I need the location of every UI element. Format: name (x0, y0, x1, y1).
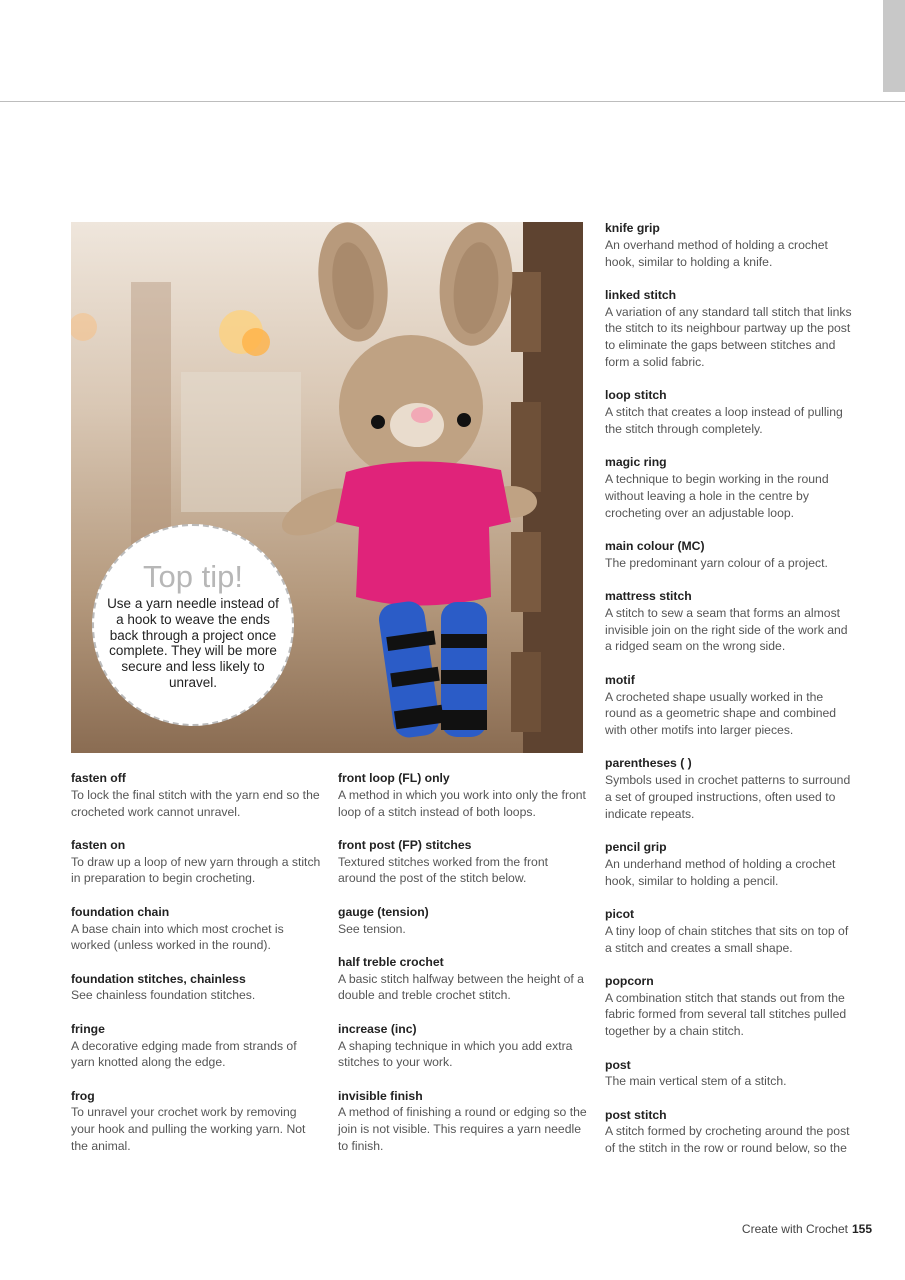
glossary-term: increase (inc) (338, 1021, 417, 1036)
glossary-entry (605, 1057, 855, 1091)
page-footer (742, 1222, 872, 1236)
glossary-term: mattress stitch (605, 589, 692, 604)
glossary-entry (605, 973, 855, 1040)
glossary-entry (71, 837, 321, 887)
glossary-entry (338, 837, 588, 887)
glossary-definition: See tension. (338, 921, 406, 936)
glossary-entry (605, 287, 855, 371)
glossary-definition: A variation of any standard tall stitch that links the stitch to its neighbour partway up the post to eliminate the gaps between stitches and form a solid fabric. (605, 304, 852, 370)
glossary-definition: A crocheted shape usually worked in the round as a geometric shape and combined with other motifs into larger pieces. (605, 689, 837, 738)
glossary-term: motif (605, 672, 635, 687)
glossary-definition: A base chain into which most crochet is worked (unless worked in the round). (71, 921, 284, 953)
glossary-term: front loop (FL) only (338, 771, 450, 785)
glossary-term: pencil grip (605, 840, 667, 855)
glossary-entry (605, 538, 855, 572)
glossary-entry (338, 954, 588, 1004)
glossary-definition: A combination stitch that stands out from the fabric formed from several tall stitches pulled together by a chain stitch. (605, 990, 847, 1039)
header-rule (0, 101, 905, 102)
glossary-term: invisible finish (338, 1088, 423, 1103)
glossary-term: gauge (tension) (338, 904, 429, 919)
glossary-term: foundation chain (71, 904, 170, 919)
glossary-definition: A tiny loop of chain stitches that sits on top of a stitch and creates a small shape. (605, 923, 849, 955)
glossary-entry (605, 454, 855, 521)
glossary-term: picot (605, 907, 635, 921)
glossary-term: fringe (71, 1021, 105, 1036)
glossary-definition: The main vertical stem of a stitch. (605, 1074, 787, 1089)
glossary-definition: A basic stitch halfway between the height of a double and treble crochet stitch. (338, 971, 584, 1003)
glossary-definition: A stitch to sew a seam that forms an almost invisible join on the right side of the work and a ridged seam on the wrong side. (605, 605, 848, 654)
glossary-term: knife grip (605, 221, 660, 235)
glossary-entry (338, 1021, 588, 1071)
glossary-term: frog (71, 1088, 95, 1103)
glossary-definition: A stitch formed by crocheting around the post of the stitch in the row or round below, so the (605, 1124, 850, 1156)
glossary-entry (605, 1107, 855, 1157)
glossary-term: front post (FP) stitches (338, 837, 472, 852)
tip-body: Use a yarn needle instead of a hook to weave the ends back through a project once complete. They will be more secure and less likely to unravel. (107, 596, 279, 690)
glossary-term: fasten on (71, 837, 126, 852)
top-tip-badge (92, 524, 294, 726)
glossary-column-1 (71, 770, 321, 1171)
glossary-entry (605, 755, 855, 822)
glossary-term: foundation stitches, chainless (71, 971, 246, 986)
glossary-definition: A technique to begin working in the round without leaving a hole in the centre by crocheting over an adjustable loop. (605, 472, 829, 520)
glossary-term: magic ring (605, 455, 667, 470)
glossary-definition: Symbols used in crochet patterns to surround a set of grouped instructions, often used to indicate repeats. (605, 773, 851, 821)
glossary-definition: To draw up a loop of new yarn through a stitch in preparation to begin crocheting. (71, 854, 321, 886)
glossary-term: post (605, 1057, 631, 1072)
glossary-definition: A method of finishing a round or edging so the join is not visible. This requires a yarn needle to finish. (338, 1105, 587, 1154)
glossary-entry (605, 220, 855, 270)
glossary-entry (605, 387, 855, 437)
glossary-entry (605, 672, 855, 739)
glossary-definition: A method in which you work into only the front loop of a stitch instead of both loops. (338, 787, 586, 819)
glossary-entry (71, 904, 321, 954)
page-edge-tab (883, 0, 905, 92)
glossary-entry (338, 1088, 588, 1155)
glossary-term: half treble crochet (338, 954, 444, 969)
glossary-entry (71, 971, 321, 1005)
tip-title: Top tip! (143, 559, 243, 594)
glossary-entry (71, 1021, 321, 1071)
glossary-definition: A stitch that creates a loop instead of pulling the stitch through completely. (605, 405, 843, 436)
glossary-term: post stitch (605, 1107, 667, 1122)
glossary-entry (338, 770, 588, 820)
glossary-entry (338, 904, 588, 938)
glossary-term: popcorn (605, 973, 654, 988)
glossary-definition: An underhand method of holding a crochet hook, similar to holding a pencil. (605, 856, 836, 888)
glossary-entry (605, 588, 855, 655)
glossary-term: parentheses ( ) (605, 756, 692, 771)
glossary-definition: To unravel your crochet work by removing your hook and pulling the working yarn. Not the animal. (71, 1105, 306, 1154)
glossary-entry (71, 770, 321, 820)
glossary-term: main colour (MC) (605, 538, 705, 553)
glossary-definition: A shaping technique in which you add extra stitches to your work. (338, 1038, 573, 1070)
glossary-definition: See chainless foundation stitches. (71, 988, 256, 1003)
glossary-definition: Textured stitches worked from the front around the post of the stitch below. (338, 854, 548, 886)
glossary-definition: To lock the final stitch with the yarn end so the crocheted work cannot unravel. (71, 787, 320, 819)
page-number: 155 (851, 1222, 872, 1236)
glossary-definition: The predominant yarn colour of a project. (605, 555, 828, 570)
glossary-term: loop stitch (605, 388, 667, 403)
glossary-definition: A decorative edging made from strands of yarn knotted along the edge. (71, 1038, 297, 1070)
glossary-column-3 (605, 220, 855, 1174)
glossary-entry (605, 839, 855, 889)
glossary-definition: An overhand method of holding a crochet hook, similar to holding a knife. (605, 237, 828, 269)
glossary-entry (71, 1088, 321, 1155)
glossary-term: fasten off (71, 771, 126, 785)
glossary-entry (605, 906, 855, 956)
glossary-column-2 (338, 770, 588, 1171)
glossary-term: linked stitch (605, 287, 677, 302)
publication-name: Create with Crochet (741, 1222, 848, 1236)
